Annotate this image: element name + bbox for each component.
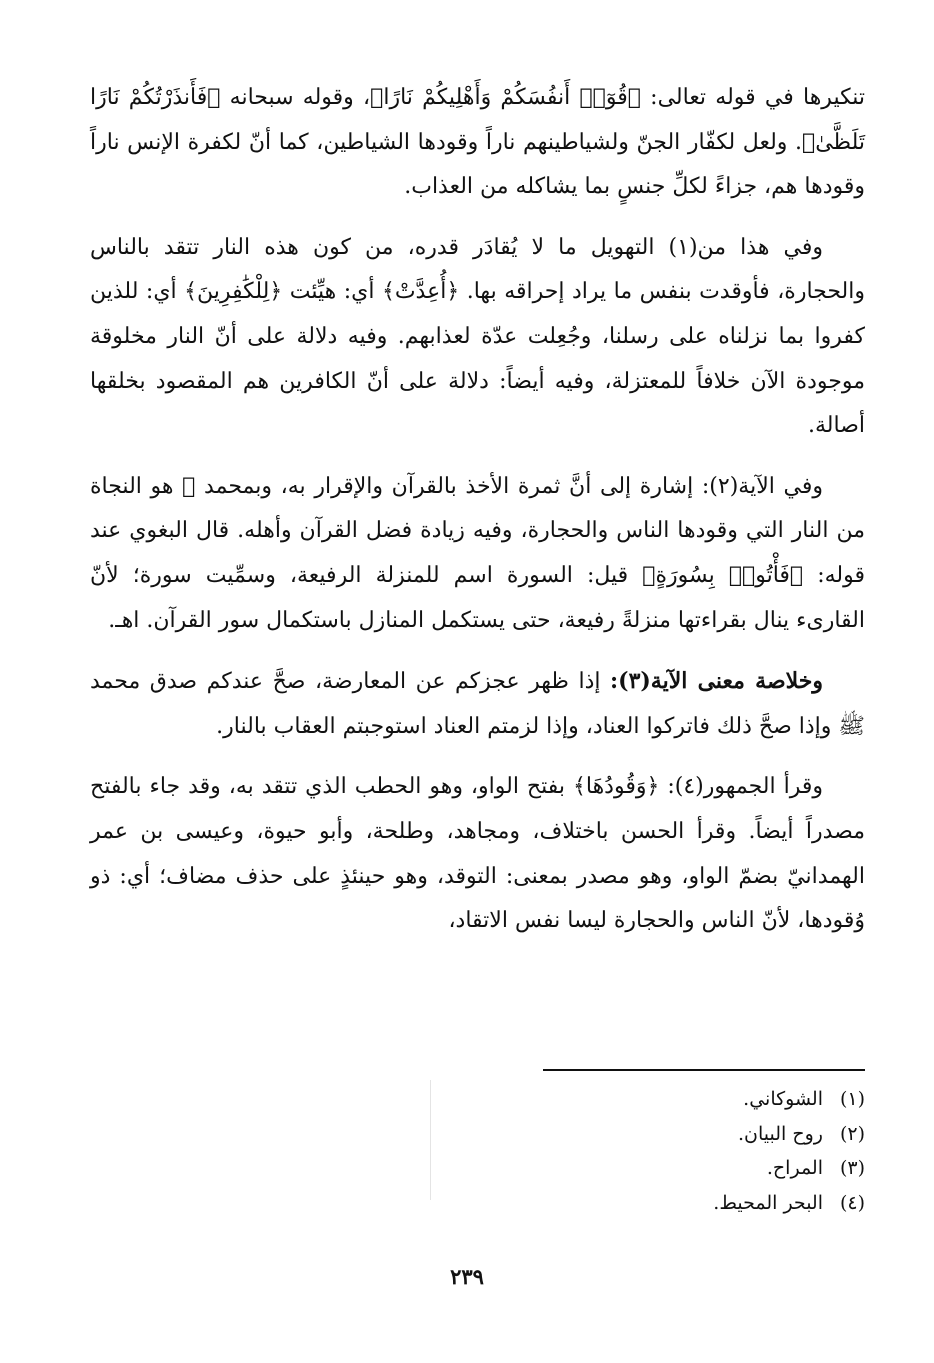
paragraph-5-text: وقرأ الجمهور(٤): ﴿وَقُودُهَا﴾ بفتح الواو، وهو الحطب الذي تتقد به، وقد جاء بالفتح مصدراً أيضاً. وقرأ الحسن باختلاف، ومجاهد، وطلحة، وأبو حيوة، وعيسى بن عمر الهمدانيّ بضمّ الواو، وهو مصدر بمعنى: التوقد، وهو حينئذٍ على حذف مضاف؛ أي: ذو وُقودها، لأنّ الناس والحجارة ليسا نفس الاتقاد، [90,774,865,934]
footnote-divider [543,1069,865,1071]
paragraph-4-text: إذا ظهر عجزكم عن المعارضة، صحَّ عندكم صدق محمد ﷺ وإذا صحَّ ذلك فاتركوا العناد، وإذا لزمتم العناد استوجبتم العقاب بالنار. [90,669,865,739]
footnote-number: (٤) [839,1192,865,1215]
footnote-text: روح البيان. [738,1122,823,1145]
paragraph-2-text: وفي هذا من(١) التهويل ما لا يُقادَر قدره، من كون هذه النار تتقد بالناس والحجارة، فأوقدت بنفس ما يراد إحراقه بها. ﴿أُعِدَّتْ﴾ أي: هيِّئت ﴿لِلْكَٰفِرِينَ﴾ أي: للذين كفروا بما نزلناه على رسلنا، وجُعِلت عدّة لعذابهم. وفيه دلالة على أنّ النار مخلوقة موجودة الآن خلافاً للمعتزلة، وفيه أيضاً: دلالة على أنّ الكافرين هم المقصود بخلقها أصالة. [90,234,865,439]
paragraph-4 [90,659,865,749]
footnote-number: (٣) [839,1157,865,1180]
paragraph-1 [90,76,865,210]
paragraph-1-text: تنكيرها في قوله تعالى: ﴿قُوٓا۟ أَنفُسَكُمْ وَأَهْلِيكُمْ نَارًا﴾، وقوله سبحانه ﴿فَأَنذَرْتُكُمْ نَارًا تَلَظَّىٰ﴾. ولعل لكفّار الجنّ ولشياطينهم ناراً وقودها الشياطين، كما أنّ لكفرة الإنس ناراً وقودها هم، جزاءً لكلِّ جنسٍ بما يشاكله من العذاب. [90,85,865,200]
footnote-2 [543,1117,865,1152]
page-number: ٢٣٩ [450,1264,484,1289]
footnote-3 [543,1151,865,1186]
footnote-text: الشوكاني. [743,1088,823,1110]
footnote-number: (٢) [839,1122,865,1145]
paragraph-4-heading: وخلاصة معنى الآية(٣): [610,668,823,695]
binding-crease [430,1080,431,1200]
footnote-1 [543,1082,865,1117]
paragraph-5 [90,765,865,943]
main-text [90,76,865,944]
paragraph-2 [90,226,865,449]
footnote-text: البحر المحيط. [713,1192,823,1215]
footnotes [543,1082,865,1221]
footnote-4 [543,1186,865,1221]
paragraph-3 [90,465,865,643]
footnote-number: (١) [839,1088,865,1110]
footnote-text: المراح. [766,1157,823,1180]
paragraph-3-text: وفي الآية(٢): إشارة إلى أنَّ ثمرة الأخذ بالقرآن والإقرار به، وبمحمد ﷺ هو النجاة من النار التي وقودها الناس والحجارة، وفيه زيادة فضل القرآن وأهله. قال البغوي عند قوله: ﴿فَأْتُوا۟ بِسُورَةٍ﴾ قيل: السورة اسم للمنزلة الرفيعة، وسمِّيت سورة؛ لأنّ القارىء ينال بقراءتها منزلةً رفيعة، حتى يستكمل المنازل باستكمال سور القرآن. اهـ. [90,473,865,633]
